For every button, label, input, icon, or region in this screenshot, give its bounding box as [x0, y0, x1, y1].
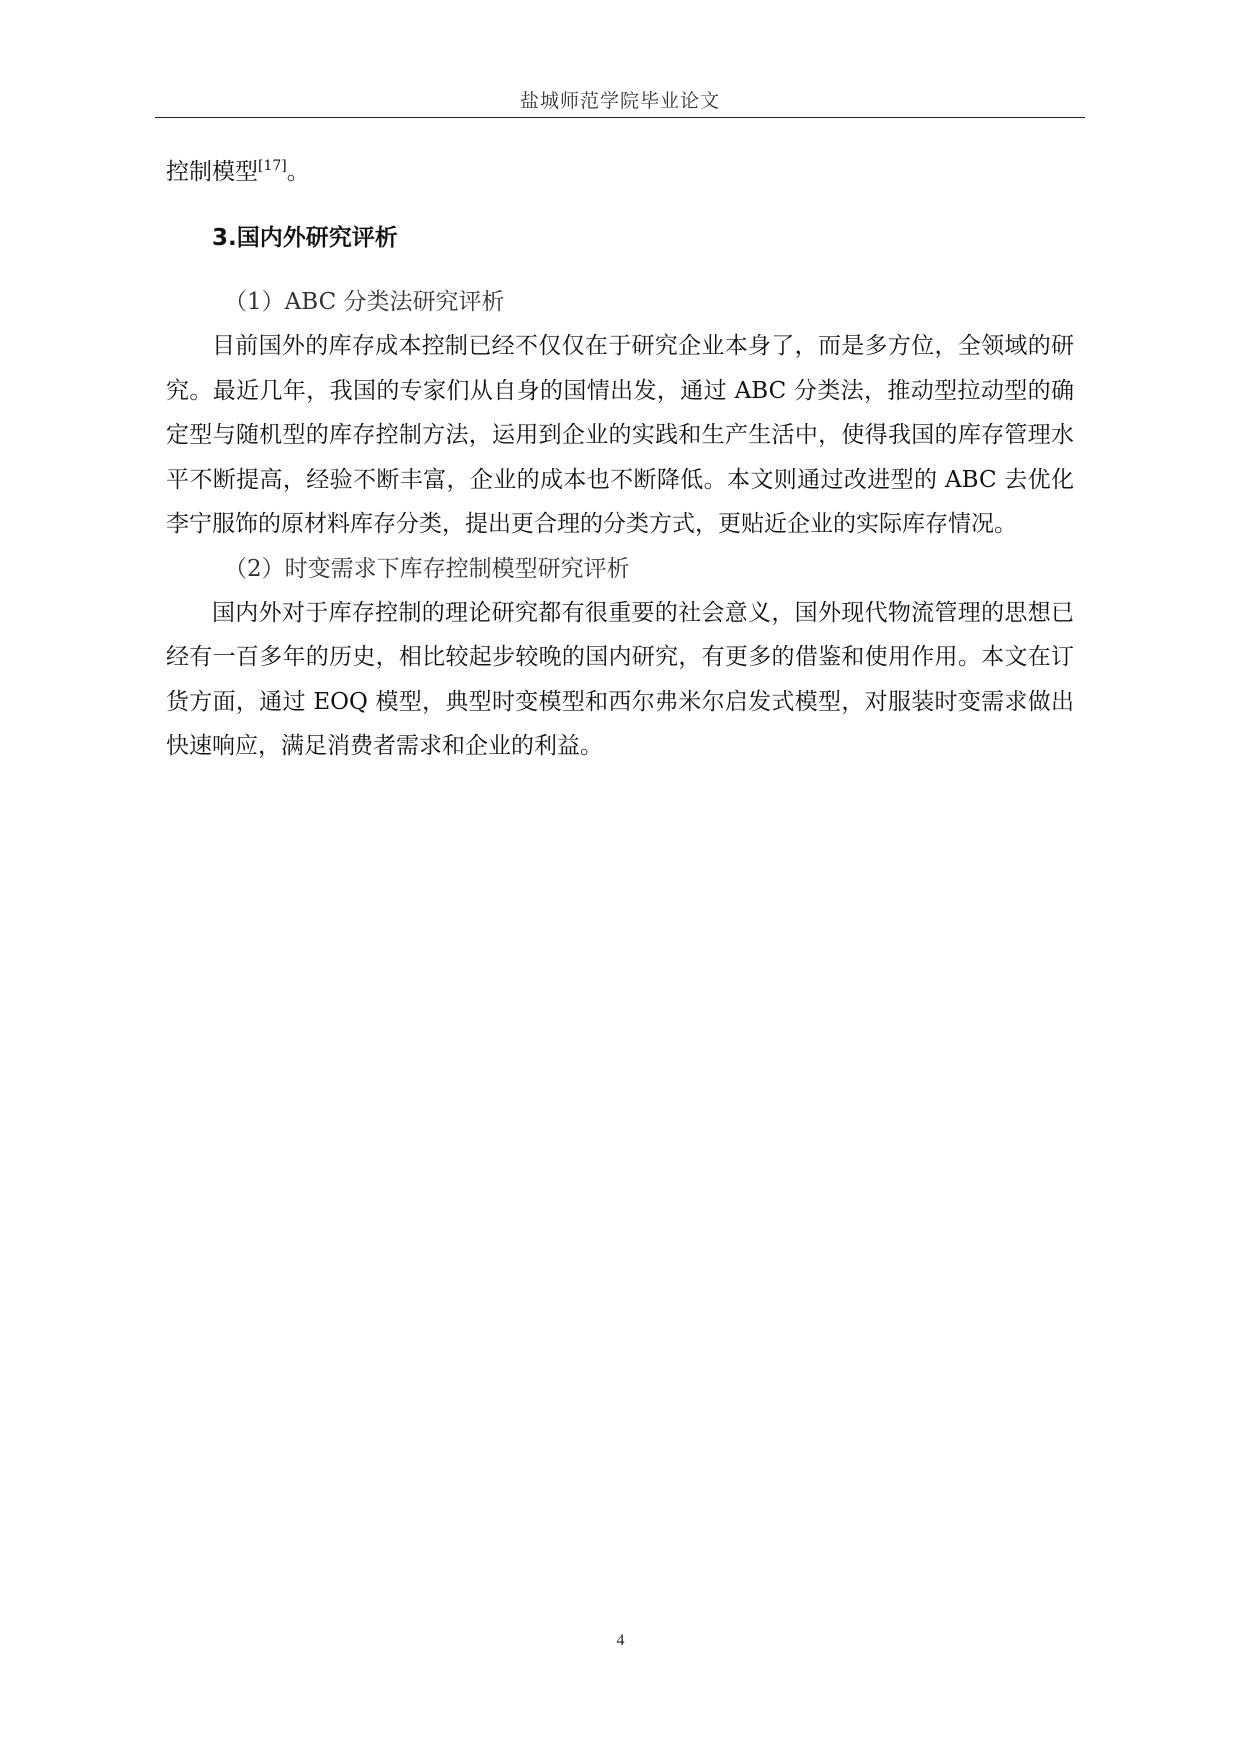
continuation-line	[166, 150, 1074, 194]
subsection-heading-2: （2）时变需求下库存控制模型研究评析	[224, 555, 630, 582]
page-header: 盐城师范学院毕业论文	[519, 90, 720, 112]
paragraph-1: 目前国外的库存成本控制已经不仅仅在于研究企业本身了，而是多方位，全领域的研究。最近几年，我国的专家们从自身的国情出发，通过 ABC 分类法，推动型拉动型的确定型与随机型的库存控制方法，运用到企业的实践和生产生活中，使得我国的库存管理水平不断提高，经验不断丰富，企业的成本也不断降低。本文则通过改进型的 ABC 去优化李宁服饰的原材料库存分类，提出更合理的分类方式，更贴近企业的实际库存情况。	[166, 333, 1074, 537]
paragraph-2: 国内外对于库存控制的理论研究都有很重要的社会意义，国外现代物流管理的思想已经有一百多年的历史，相比较起步较晚的国内研究，有更多的借鉴和使用作用。本文在订货方面，通过 EOQ 模型，典型时变模型和西尔弗米尔启发式模型，对服装时变需求做出快速响应，满足消费者需求和企业的利益。	[166, 599, 1074, 759]
citation-ref: [17]	[258, 158, 287, 174]
section-heading: 3.国内外研究评析	[212, 225, 398, 251]
page-number: 4	[616, 1632, 625, 1649]
continuation-text: 控制模型	[166, 159, 258, 185]
page-body	[166, 150, 1074, 769]
header-divider	[155, 117, 1085, 118]
continuation-period: 。	[286, 159, 310, 185]
subsection-heading-1: （1）ABC 分类法研究评析	[224, 289, 505, 315]
